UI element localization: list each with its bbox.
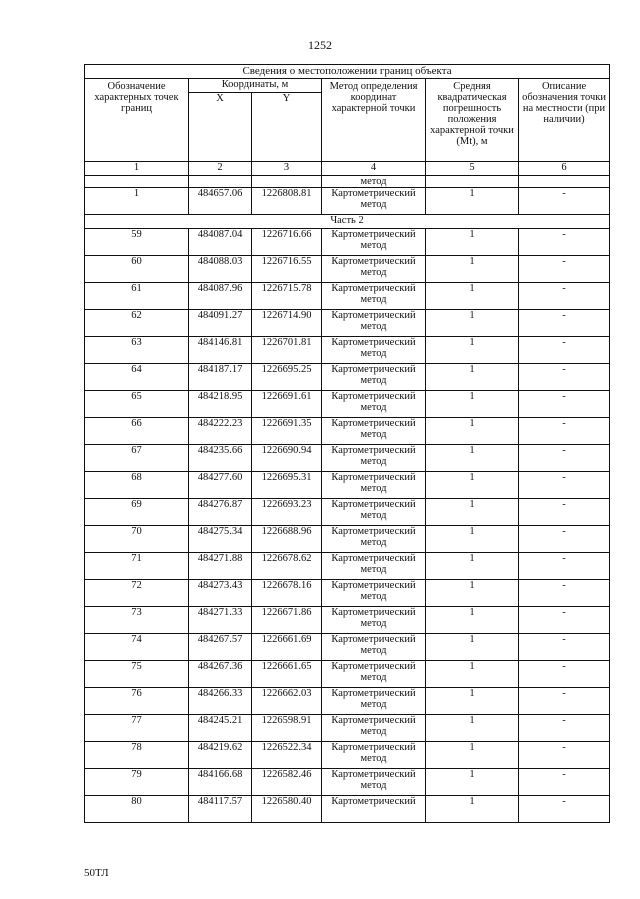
method-cell: Картометрический метод [322, 337, 426, 364]
method-cell: Картометрический метод [322, 364, 426, 391]
accuracy-cell: 1 [426, 553, 519, 580]
continuation-row [85, 176, 610, 188]
accuracy-cell: 1 [426, 661, 519, 688]
description-cell: - [519, 418, 610, 445]
method-cell: Картометрический метод [322, 310, 426, 337]
accuracy-cell: 1 [426, 742, 519, 769]
page-number: 1252 [308, 38, 332, 52]
accuracy-cell: 1 [426, 283, 519, 310]
point-number-cell: 60 [85, 256, 189, 283]
accuracy-cell: 1 [426, 607, 519, 634]
column-number: 4 [322, 162, 426, 176]
header-designation: Обозначение характерных точек границ [85, 79, 189, 162]
accuracy-cell: 1 [426, 256, 519, 283]
method-cell: Картометрический метод [322, 391, 426, 418]
table-caption: Сведения о местоположении границ объекта [85, 65, 610, 79]
accuracy-cell: 1 [426, 418, 519, 445]
accuracy-cell: 1 [426, 526, 519, 553]
y-coordinate-cell: 1226582.46 [252, 769, 322, 796]
accuracy-cell: 1 [426, 310, 519, 337]
point-number-cell: 75 [85, 661, 189, 688]
point-number-cell: 63 [85, 337, 189, 364]
accuracy-cell: 1 [426, 580, 519, 607]
column-number: 5 [426, 162, 519, 176]
y-coordinate-cell: 1226715.78 [252, 283, 322, 310]
description-cell: - [519, 634, 610, 661]
description-cell: - [519, 580, 610, 607]
y-coordinate-cell: 1226522.34 [252, 742, 322, 769]
point-number-cell: 78 [85, 742, 189, 769]
description-cell: - [519, 391, 610, 418]
description-cell: - [519, 715, 610, 742]
table-row [85, 634, 610, 661]
table-row [85, 337, 610, 364]
x-coordinate-cell: 484187.17 [189, 364, 252, 391]
description-cell: - [519, 445, 610, 472]
method-cell: Картометрический метод [322, 607, 426, 634]
accuracy-cell: 1 [426, 188, 519, 215]
y-coordinate-cell: 1226701.81 [252, 337, 322, 364]
column-numbers-row [85, 162, 610, 176]
x-coordinate-cell: 484235.66 [189, 445, 252, 472]
column-number: 1 [85, 162, 189, 176]
method-cell: Картометрический метод [322, 526, 426, 553]
method-cell: Картометрический метод [322, 742, 426, 769]
point-number-cell: 59 [85, 229, 189, 256]
point-number-cell: 66 [85, 418, 189, 445]
description-cell: - [519, 796, 610, 823]
header-description: Описание обозначения точки на местности (при наличии) [519, 79, 610, 162]
point-number-cell: 70 [85, 526, 189, 553]
point-number-cell: 67 [85, 445, 189, 472]
accuracy-cell: 1 [426, 796, 519, 823]
point-number-cell: 68 [85, 472, 189, 499]
y-coordinate-cell: 1226716.66 [252, 229, 322, 256]
table-row [85, 553, 610, 580]
x-coordinate-cell: 484087.04 [189, 229, 252, 256]
method-cell: Картометрический метод [322, 256, 426, 283]
point-number-cell: 1 [85, 188, 189, 215]
table-row [85, 472, 610, 499]
x-coordinate-cell: 484245.21 [189, 715, 252, 742]
y-coordinate-cell: 1226693.23 [252, 499, 322, 526]
point-number-cell: 65 [85, 391, 189, 418]
point-number-cell: 76 [85, 688, 189, 715]
point-number-cell: 77 [85, 715, 189, 742]
point-number-cell: 79 [85, 769, 189, 796]
footer-code: 50ТЛ [84, 867, 109, 879]
y-coordinate-cell: 1226598.91 [252, 715, 322, 742]
description-cell: - [519, 310, 610, 337]
method-cell: Картометрический метод [322, 445, 426, 472]
description-cell: - [519, 256, 610, 283]
x-coordinate-cell: 484146.81 [189, 337, 252, 364]
continuation-method: метод [322, 176, 426, 188]
accuracy-cell: 1 [426, 499, 519, 526]
header-method: Метод определения координат характерной точки [322, 79, 426, 162]
description-cell: - [519, 769, 610, 796]
x-coordinate-cell: 484117.57 [189, 796, 252, 823]
table-row [85, 526, 610, 553]
x-coordinate-cell: 484087.96 [189, 283, 252, 310]
table-row [85, 188, 610, 215]
y-coordinate-cell: 1226580.40 [252, 796, 322, 823]
y-coordinate-cell: 1226661.69 [252, 634, 322, 661]
table-row [85, 310, 610, 337]
table-row [85, 256, 610, 283]
x-coordinate-cell: 484277.60 [189, 472, 252, 499]
table-row [85, 769, 610, 796]
y-coordinate-cell: 1226688.96 [252, 526, 322, 553]
accuracy-cell: 1 [426, 688, 519, 715]
table-row [85, 499, 610, 526]
accuracy-cell: 1 [426, 229, 519, 256]
method-cell: Картометрический метод [322, 188, 426, 215]
x-coordinate-cell: 484271.88 [189, 553, 252, 580]
header-y: Y [252, 93, 322, 162]
description-cell: - [519, 661, 610, 688]
table-row [85, 715, 610, 742]
table-row [85, 688, 610, 715]
accuracy-cell: 1 [426, 391, 519, 418]
x-coordinate-cell: 484266.33 [189, 688, 252, 715]
accuracy-cell: 1 [426, 769, 519, 796]
column-number: 2 [189, 162, 252, 176]
description-cell: - [519, 283, 610, 310]
accuracy-cell: 1 [426, 445, 519, 472]
table-row [85, 229, 610, 256]
x-coordinate-cell: 484267.57 [189, 634, 252, 661]
description-cell: - [519, 526, 610, 553]
table-row [85, 742, 610, 769]
accuracy-cell: 1 [426, 472, 519, 499]
point-number-cell: 71 [85, 553, 189, 580]
description-cell: - [519, 553, 610, 580]
x-coordinate-cell: 484091.27 [189, 310, 252, 337]
y-coordinate-cell: 1226695.31 [252, 472, 322, 499]
x-coordinate-cell: 484273.43 [189, 580, 252, 607]
y-coordinate-cell: 1226714.90 [252, 310, 322, 337]
y-coordinate-cell: 1226662.03 [252, 688, 322, 715]
x-coordinate-cell: 484222.23 [189, 418, 252, 445]
point-number-cell: 72 [85, 580, 189, 607]
table-row [85, 607, 610, 634]
description-cell: - [519, 472, 610, 499]
point-number-cell: 61 [85, 283, 189, 310]
table-row [85, 445, 610, 472]
table-row [85, 418, 610, 445]
method-cell: Картометрический метод [322, 229, 426, 256]
y-coordinate-cell: 1226808.81 [252, 188, 322, 215]
boundary-coordinates-table [84, 64, 610, 823]
method-cell: Картометрический метод [322, 715, 426, 742]
x-coordinate-cell: 484219.62 [189, 742, 252, 769]
y-coordinate-cell: 1226695.25 [252, 364, 322, 391]
method-cell: Картометрический метод [322, 553, 426, 580]
description-cell: - [519, 364, 610, 391]
table-row [85, 796, 610, 823]
method-cell: Картометрический метод [322, 769, 426, 796]
method-cell: Картометрический метод [322, 688, 426, 715]
y-coordinate-cell: 1226716.55 [252, 256, 322, 283]
x-coordinate-cell: 484271.33 [189, 607, 252, 634]
table-row [85, 391, 610, 418]
x-coordinate-cell: 484267.36 [189, 661, 252, 688]
method-cell: Картометрический метод [322, 283, 426, 310]
part-row [85, 215, 610, 229]
part-label: Часть 2 [85, 215, 610, 229]
table-row [85, 364, 610, 391]
method-cell: Картометрический метод [322, 472, 426, 499]
x-coordinate-cell: 484275.34 [189, 526, 252, 553]
x-coordinate-cell: 484657.06 [189, 188, 252, 215]
y-coordinate-cell: 1226678.16 [252, 580, 322, 607]
accuracy-cell: 1 [426, 337, 519, 364]
y-coordinate-cell: 1226678.62 [252, 553, 322, 580]
accuracy-cell: 1 [426, 364, 519, 391]
x-coordinate-cell: 484166.68 [189, 769, 252, 796]
y-coordinate-cell: 1226691.61 [252, 391, 322, 418]
header-x: X [189, 93, 252, 162]
point-number-cell: 80 [85, 796, 189, 823]
method-cell: Картометрический метод [322, 499, 426, 526]
description-cell: - [519, 337, 610, 364]
y-coordinate-cell: 1226691.35 [252, 418, 322, 445]
point-number-cell: 73 [85, 607, 189, 634]
header-coordinates: Координаты, м [189, 79, 322, 93]
header-accuracy: Средняя квадратическая погрешность положения характерной точки (Mt), м [426, 79, 519, 162]
column-number: 3 [252, 162, 322, 176]
x-coordinate-cell: 484218.95 [189, 391, 252, 418]
description-cell: - [519, 688, 610, 715]
point-number-cell: 64 [85, 364, 189, 391]
accuracy-cell: 1 [426, 715, 519, 742]
x-coordinate-cell: 484088.03 [189, 256, 252, 283]
table-row [85, 580, 610, 607]
y-coordinate-cell: 1226661.65 [252, 661, 322, 688]
x-coordinate-cell: 484276.87 [189, 499, 252, 526]
table-row [85, 661, 610, 688]
y-coordinate-cell: 1226671.86 [252, 607, 322, 634]
description-cell: - [519, 742, 610, 769]
method-cell: Картометрический метод [322, 634, 426, 661]
point-number-cell: 69 [85, 499, 189, 526]
description-cell: - [519, 607, 610, 634]
point-number-cell: 62 [85, 310, 189, 337]
accuracy-cell: 1 [426, 634, 519, 661]
column-number: 6 [519, 162, 610, 176]
y-coordinate-cell: 1226690.94 [252, 445, 322, 472]
method-cell: Картометрический [322, 796, 426, 823]
method-cell: Картометрический метод [322, 580, 426, 607]
description-cell: - [519, 229, 610, 256]
description-cell: - [519, 499, 610, 526]
method-cell: Картометрический метод [322, 418, 426, 445]
point-number-cell: 74 [85, 634, 189, 661]
method-cell: Картометрический метод [322, 661, 426, 688]
description-cell: - [519, 188, 610, 215]
table-row [85, 283, 610, 310]
